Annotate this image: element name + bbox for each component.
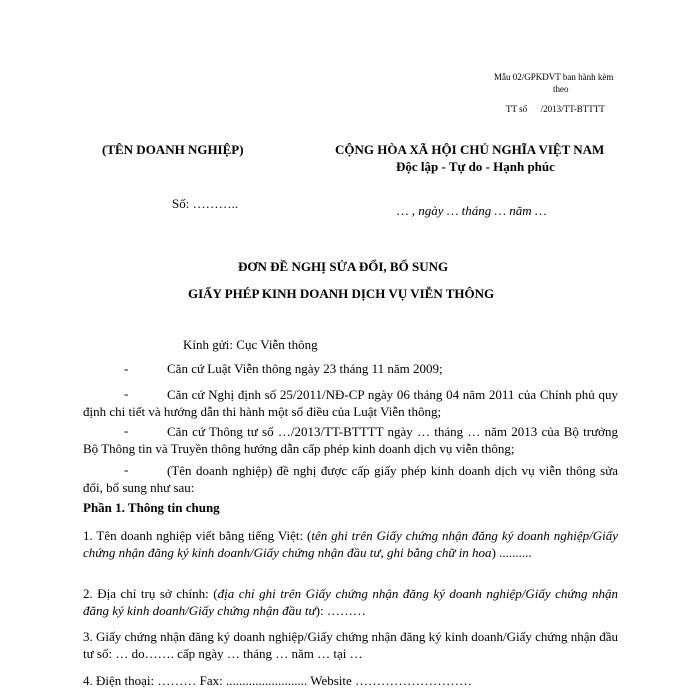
item-contact-info: 4. Điện thoại: ……… Fax: ......................... Website ………………………: [83, 673, 473, 688]
recipient-line: Kính gửi: Cục Viễn thông: [183, 337, 318, 352]
document-title-line1: ĐƠN ĐỀ NGHỊ SỬA ĐỔI, BỔ SUNG: [238, 259, 449, 274]
basis-text: (Tên doanh nghiệp) đề nghị được cấp giấy phép kinh doanh dịch vụ viễn thông sửa đổi, bổ sung như sau:: [83, 463, 619, 495]
item-head-office-address: 2. Địa chỉ trụ sở chính: (địa chỉ ghi trên Giấy chứng nhận đăng ký doanh nghiệp/Giấy chứng nhận đăng ký kinh doanh/Giấy chứng nhận đầu tư): ………: [83, 586, 618, 618]
basis-bullet: -: [124, 386, 129, 401]
company-name-placeholder: (TÊN DOANH NGHIỆP): [102, 142, 244, 157]
basis-bullet: -: [124, 423, 129, 438]
basis-text: Căn cứ Luật Viễn thông ngày 23 tháng 11 năm 2009;: [167, 361, 443, 376]
item-registration-certificate: 3. Giấy chứng nhận đăng ký doanh nghiệp/Giấy chứng nhận đăng ký kinh doanh/Giấy chứng nhận đầu tư số: … do……. cấp ngày … tháng … năm … tại …: [83, 629, 618, 661]
section-heading: Phần 1. Thông tin chung: [83, 500, 220, 515]
document-title-line2: GIẤY PHÉP KINH DOANH DỊCH VỤ VIỄN THÔNG: [188, 286, 495, 301]
item-company-name: 1. Tên doanh nghiệp viết bằng tiếng Việt: (tên ghi trên Giấy chứng nhận đăng ký doanh nghiệp/Giấy chứng nhận đăng ký kinh doanh/Giấy chứng nhận đầu tư, ghi bằng chữ in hoa) ..........: [83, 528, 618, 560]
republic-title: CỘNG HÒA XÃ HỘI CHỦ NGHĨA VIỆT NAM: [335, 142, 605, 157]
form-code-line2: theo: [553, 84, 569, 94]
form-code-line3: TT số /2013/TT-BTTTT: [506, 104, 605, 114]
document-date: … , ngày … tháng … năm …: [397, 203, 547, 218]
form-code-line1: Mẫu 02/GPKDVT ban hành kèm: [494, 72, 614, 82]
national-motto: Độc lập - Tự do - Hạnh phúc: [396, 159, 555, 174]
basis-text: Căn cứ Nghị định số 25/2011/NĐ-CP ngày 06 tháng 04 năm 2011 của Chính phủ quy định chi tiết và hướng dẫn thi hành một số điều của Luật Viễn thông;: [83, 387, 618, 419]
document-number: Số: ………..: [172, 196, 239, 211]
basis-bullet: -: [124, 462, 129, 477]
basis-text: Căn cứ Thông tư số …/2013/TT-BTTTT ngày … tháng … năm 2013 của Bộ trưởng Bộ Thông tin và Truyền thông hướng dẫn cấp phép kinh doanh dịch vụ viễn thông;: [83, 424, 618, 456]
basis-bullet: -: [124, 361, 129, 376]
